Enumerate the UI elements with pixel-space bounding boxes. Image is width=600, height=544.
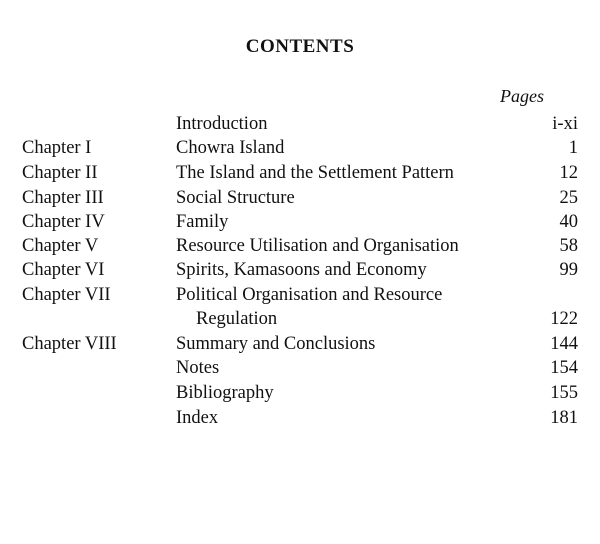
chapter-label: Chapter VI (22, 260, 105, 280)
entry-page: 181 (550, 408, 578, 428)
entry-page: 154 (550, 358, 578, 378)
entry-title: Chowra Island (176, 138, 285, 158)
entry-page: 122 (550, 309, 578, 329)
toc-entry-introduction (0, 112, 600, 136)
entry-title: Social Structure (176, 188, 295, 208)
entry-title: Bibliography (176, 383, 274, 403)
toc-entry-notes (0, 356, 600, 380)
toc-entry-chapter-2 (0, 161, 600, 185)
toc-entry-chapter-6 (0, 258, 600, 282)
page-title: CONTENTS (245, 36, 355, 57)
entry-title: Resource Utilisation and Organisation (176, 236, 459, 256)
chapter-label: Chapter IV (22, 212, 105, 232)
toc-entry-chapter-3 (0, 186, 600, 210)
toc-entry-chapter-1 (0, 136, 600, 160)
entry-page: 25 (559, 188, 578, 208)
chapter-label: Chapter II (22, 163, 98, 183)
toc-entry-bibliography (0, 381, 600, 405)
chapter-label: Chapter VII (22, 285, 111, 305)
entry-page: 155 (550, 383, 578, 403)
toc-entry-chapter-5 (0, 234, 600, 258)
chapter-label: Chapter I (22, 138, 92, 158)
entry-title: Spirits, Kamasoons and Economy (176, 260, 427, 280)
entry-page: 99 (559, 260, 578, 280)
chapter-label: Chapter V (22, 236, 99, 256)
toc-entry-chapter-4 (0, 210, 600, 234)
entry-page: 1 (568, 138, 578, 158)
toc-entry-index (0, 406, 600, 430)
entry-title: Introduction (176, 114, 268, 134)
entry-title: The Island and the Settlement Pattern (176, 163, 454, 183)
toc-entry-chapter-8 (0, 332, 600, 356)
entry-page: 58 (559, 236, 578, 256)
entry-title: Family (176, 212, 229, 232)
chapter-label: Chapter VIII (22, 334, 117, 354)
entry-page: 40 (559, 212, 578, 232)
entry-title: Notes (176, 358, 220, 378)
pages-column-header: Pages (500, 86, 544, 106)
entry-title: Index (176, 408, 219, 428)
entry-page: 144 (550, 334, 578, 354)
toc-entry-chapter-7-continued (0, 307, 600, 331)
toc-entry-chapter-7 (0, 283, 600, 307)
entry-page: 12 (559, 163, 578, 183)
entry-page: i-xi (552, 114, 578, 134)
entry-title: Political Organisation and Resource (176, 285, 443, 305)
entry-title: Summary and Conclusions (176, 334, 376, 354)
entry-title-continued: Regulation (196, 309, 278, 329)
chapter-label: Chapter III (22, 188, 104, 208)
